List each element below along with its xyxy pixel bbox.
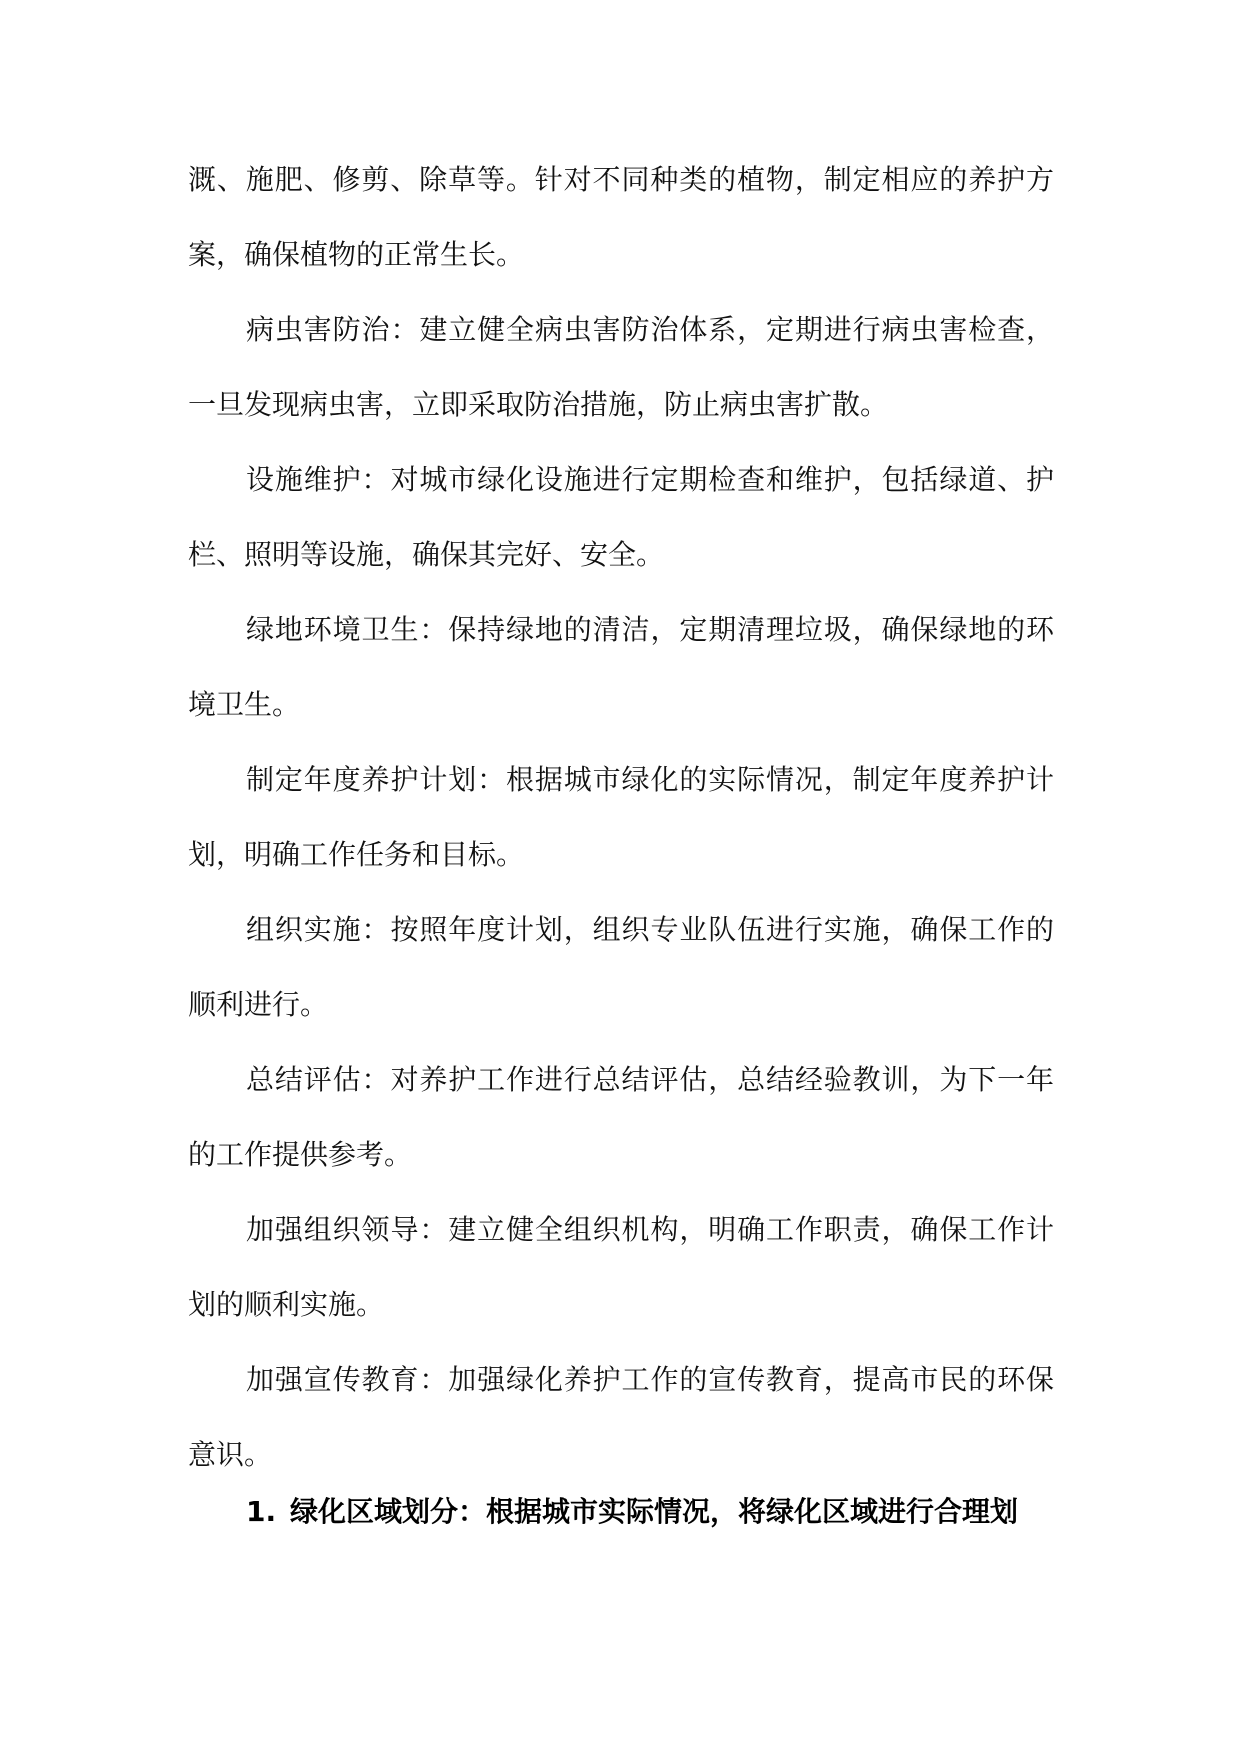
heading-number: 1. xyxy=(246,1495,277,1528)
paragraph: 溉、施肥、修剪、除草等。针对不同种类的植物，制定相应的养护方案，确保植物的正常生长。 xyxy=(188,163,1054,271)
paragraph: 加强宣传教育：加强绿化养护工作的宣传教育，提高市民的环保意识。 xyxy=(188,1363,1054,1471)
paragraph: 加强组织领导：建立健全组织机构，明确工作职责，确保工作计划的顺利实施。 xyxy=(188,1213,1054,1321)
paragraph: 绿地环境卫生：保持绿地的清洁，定期清理垃圾，确保绿地的环境卫生。 xyxy=(188,613,1054,721)
paragraph: 组织实施：按照年度计划，组织专业队伍进行实施，确保工作的顺利进行。 xyxy=(188,913,1054,1021)
paragraph: 设施维护：对城市绿化设施进行定期检查和维护，包括绿道、护栏、照明等设施，确保其完好、安全。 xyxy=(188,463,1054,571)
section-heading xyxy=(246,1474,1066,1549)
heading-text: 绿化区域划分：根据城市实际情况，将绿化区域进行合理划 xyxy=(290,1495,1019,1528)
paragraph: 总结评估：对养护工作进行总结评估，总结经验教训，为下一年的工作提供参考。 xyxy=(188,1063,1054,1171)
paragraph: 制定年度养护计划：根据城市绿化的实际情况，制定年度养护计划，明确工作任务和目标。 xyxy=(188,763,1054,871)
document-body xyxy=(188,142,1054,1492)
paragraph: 病虫害防治：建立健全病虫害防治体系，定期进行病虫害检查，一旦发现病虫害，立即采取防治措施，防止病虫害扩散。 xyxy=(188,313,1054,421)
